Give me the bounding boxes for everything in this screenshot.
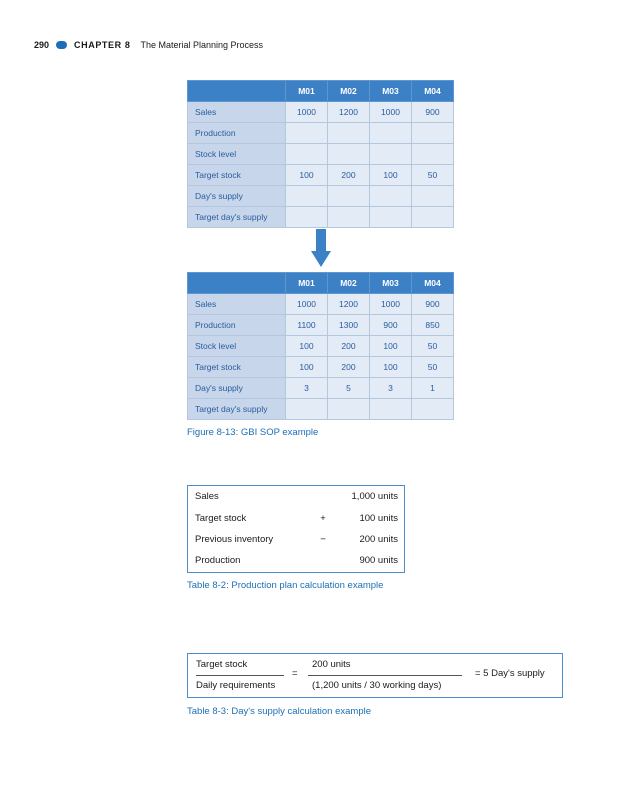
calc-sign: − [320,534,326,545]
table-cell: 5 [328,378,370,399]
table-cell [328,123,370,144]
table-cell: 100 [370,165,412,186]
table-cell [286,399,328,420]
fraction-numerator: 200 units [312,659,351,670]
table-cell: 1000 [286,294,328,315]
fraction-line-right [308,675,462,676]
table-cell: 100 [286,357,328,378]
table-row [188,102,454,123]
down-arrow-icon [311,229,331,267]
calc-row [195,513,398,527]
row-label: Sales [188,102,286,123]
table-header-corner [188,81,286,102]
row-label: Target stock [188,357,286,378]
table-row [188,336,454,357]
chapter-title: The Material Planning Process [140,40,264,50]
table-row [188,207,454,228]
calc-label: Production [195,555,241,566]
table-cell: 1100 [286,315,328,336]
calc-row [195,555,398,569]
row-label: Target stock [188,165,286,186]
column-header: M04 [412,273,454,294]
column-header: M04 [412,81,454,102]
table-cell: 900 [412,294,454,315]
table-8-2-caption: Table 8-2: Production plan calculation example [187,580,384,591]
table-cell: 200 [328,357,370,378]
table-cell: 50 [412,336,454,357]
production-plan-box [187,485,405,573]
calc-row [195,534,398,548]
sop-table-before [187,80,454,228]
table-cell: 50 [412,357,454,378]
table-cell: 200 [328,165,370,186]
table-cell [412,123,454,144]
table-row [188,186,454,207]
calc-row [195,491,398,505]
table-cell [328,144,370,165]
table-cell [370,399,412,420]
table-header-row [188,273,454,294]
page-number: 290 [34,40,50,50]
table-cell: 100 [286,336,328,357]
table-cell: 850 [412,315,454,336]
table-cell [328,207,370,228]
table-cell [370,123,412,144]
fraction-left-numerator: Target stock [196,659,248,670]
row-label: Stock level [188,144,286,165]
running-header [34,38,263,52]
table-cell: 100 [286,165,328,186]
column-header: M03 [370,81,412,102]
row-label: Day's supply [188,186,286,207]
table-row [188,294,454,315]
table-cell [412,399,454,420]
calc-value: 900 units [359,555,398,566]
column-header: M02 [328,81,370,102]
row-label: Sales [188,294,286,315]
table-cell: 100 [370,336,412,357]
table-cell [286,186,328,207]
calc-label: Sales [195,491,219,502]
table-row [188,144,454,165]
table-cell: 200 [328,336,370,357]
table-cell [370,207,412,228]
column-header: M03 [370,273,412,294]
equals-sign: = [292,668,298,679]
table-row [188,165,454,186]
table-cell: 1200 [328,102,370,123]
table-row [188,315,454,336]
table-row [188,378,454,399]
table-cell: 900 [412,102,454,123]
table-cell: 1000 [370,102,412,123]
table-cell: 900 [370,315,412,336]
days-supply-box [187,653,563,698]
row-label: Day's supply [188,378,286,399]
fraction-denominator: (1,200 units / 30 working days) [312,680,442,691]
table-cell: 1 [412,378,454,399]
calc-sign: + [320,513,326,524]
fraction-left-denominator: Daily requirements [196,680,276,691]
table-cell [412,186,454,207]
sop-table-after [187,272,454,420]
table-header-row [188,81,454,102]
days-supply-result: = 5 Day's supply [475,668,545,679]
fraction-line-left [196,675,284,676]
chapter-marker-icon [56,41,67,49]
table-cell [328,186,370,207]
row-label: Stock level [188,336,286,357]
table-cell: 50 [412,165,454,186]
calc-value: 200 units [359,534,398,545]
table-header-corner [188,273,286,294]
calc-label: Previous inventory [195,534,274,545]
table-cell: 100 [370,357,412,378]
table-row [188,399,454,420]
table-cell: 3 [370,378,412,399]
table-cell [286,123,328,144]
calc-label: Target stock [195,513,247,524]
table-cell [370,186,412,207]
table-8-3-caption: Table 8-3: Day's supply calculation example [187,706,371,717]
column-header: M02 [328,273,370,294]
row-label: Production [188,315,286,336]
row-label: Production [188,123,286,144]
table-cell [370,144,412,165]
table-cell: 1000 [370,294,412,315]
table-cell [286,144,328,165]
table-cell: 1300 [328,315,370,336]
table-cell: 1000 [286,102,328,123]
row-label: Target day's supply [188,399,286,420]
table-cell: 3 [286,378,328,399]
calc-value: 100 units [359,513,398,524]
table-cell [328,399,370,420]
figure-caption: Figure 8-13: GBI SOP example [187,427,319,438]
table-cell [286,207,328,228]
table-cell: 1200 [328,294,370,315]
calc-value: 1,000 units [351,491,398,502]
column-header: M01 [286,81,328,102]
row-label: Target day's supply [188,207,286,228]
table-row [188,357,454,378]
column-header: M01 [286,273,328,294]
chapter-label: CHAPTER 8 [74,40,131,50]
table-row [188,123,454,144]
table-cell [412,144,454,165]
table-cell [412,207,454,228]
